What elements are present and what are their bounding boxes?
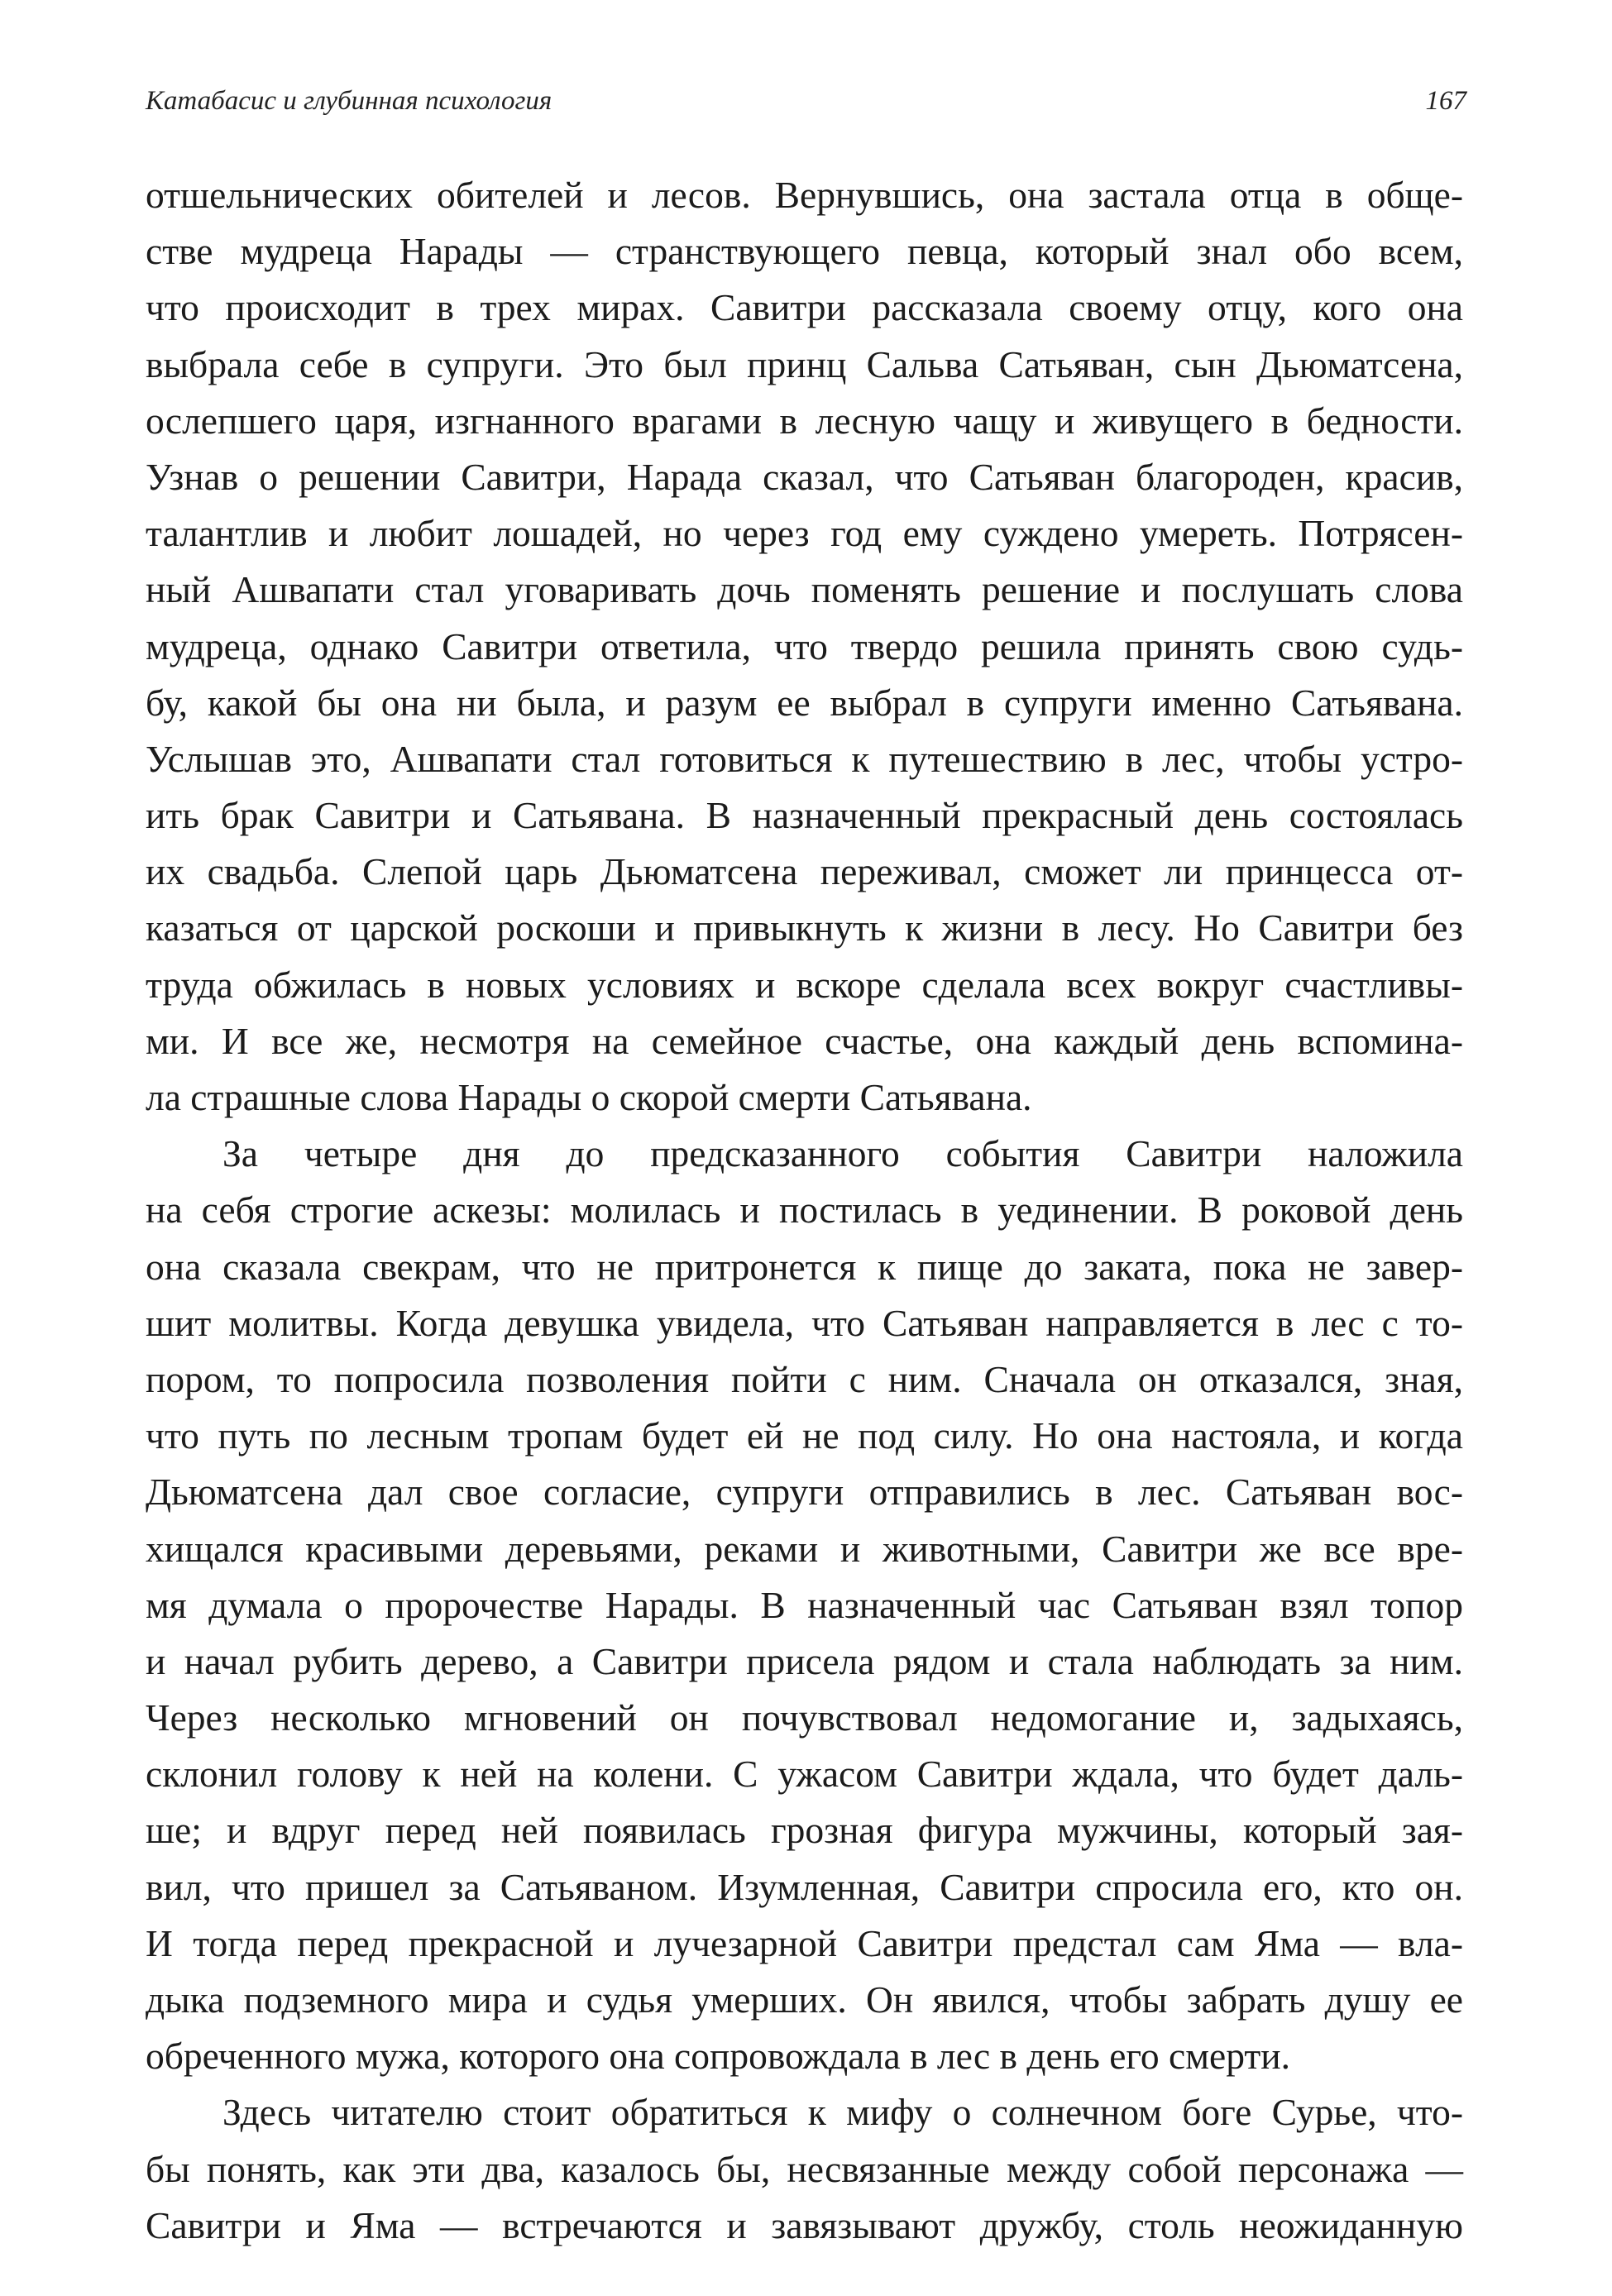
text-line: ше; и вдруг перед ней появилась грозная фигура мужчины, который зая- xyxy=(146,1809,1463,1852)
text-line: мя думала о пророчестве Нарады. В назначенный час Сатьяван взял топор xyxy=(146,1583,1463,1626)
paragraph xyxy=(146,2084,1463,2254)
page-number: 167 xyxy=(1425,86,1466,116)
text-line: Савитри и Яма — встречаются и завязывают дружбу, столь неожиданную xyxy=(146,2203,1463,2246)
text-line: Через несколько мгновений он почувствовал недомогание и, задыхаясь, xyxy=(146,1696,1463,1739)
text-line: она сказала свекрам, что не притронется к пище до заката, пока не завер- xyxy=(146,1245,1463,1288)
text-line: отшельнических обителей и лесов. Вернувшись, она застала отца в обще- xyxy=(146,174,1463,216)
text-line: талантлив и любит лошадей, но через год ему суждено умереть. Потрясен- xyxy=(146,512,1463,555)
text-line: Здесь читателю стоит обратиться к мифу о солнечном боге Сурье, что- xyxy=(222,2091,1463,2134)
text-line: вил, что пришел за Сатьяваном. Изумленная, Савитри спросила его, кто он. xyxy=(146,1865,1463,1908)
running-head xyxy=(146,86,1466,136)
text-line: И тогда перед прекрасной и лучезарной Савитри предстал сам Яма — вла- xyxy=(146,1921,1463,1964)
text-line: ла страшные слова Нарады о скорой смерти Сатьявана. xyxy=(146,1076,1032,1118)
text-line: что путь по лесным тропам будет ей не под силу. Но она настояла, и когда xyxy=(146,1414,1463,1457)
text-line: ить брак Савитри и Сатьявана. В назначенный прекрасный день состоялась xyxy=(146,794,1463,837)
text-line: склонил голову к ней на колени. С ужасом Савитри ждала, что будет даль- xyxy=(146,1753,1463,1796)
paragraph xyxy=(146,1126,1463,2084)
text-line: шит молитвы. Когда девушка увидела, что Сатьяван направляется в лес с то- xyxy=(146,1301,1463,1344)
text-line: За четыре дня до предсказанного события Савитри наложила xyxy=(222,1132,1463,1175)
text-line: труда обжилась в новых условиях и вскоре сделала всех вокруг счастливы- xyxy=(146,963,1463,1006)
text-line: ослепшего царя, изгнанного врагами в лесную чащу и живущего в бедности. xyxy=(146,399,1463,442)
body-text xyxy=(146,167,1463,2254)
text-line: и начал рубить дерево, а Савитри присела рядом и стала наблюдать за ним. xyxy=(146,1639,1463,1682)
running-title: Катабасис и глубинная психология xyxy=(146,86,552,116)
text-line: обреченного мужа, которого она сопровождала в лес в день его смерти. xyxy=(146,2035,1290,2078)
text-line: на себя строгие аскезы: молилась и постилась в уединении. В роковой день xyxy=(146,1189,1463,1232)
text-line: хищался красивыми деревьями, реками и животными, Савитри же все вре- xyxy=(146,1527,1463,1570)
text-line: их свадьба. Слепой царь Дьюматсена переживал, сможет ли принцесса от- xyxy=(146,850,1463,893)
text-line: бу, какой бы она ни была, и разум ее выбрал в супруги именно Сатьявана. xyxy=(146,681,1463,724)
paragraph xyxy=(146,167,1463,1126)
text-line: Узнав о решении Савитри, Нарада сказал, что Сатьяван благороден, красив, xyxy=(146,455,1463,498)
text-line: стве мудреца Нарады — странствующего певца, который знал обо всем, xyxy=(146,230,1463,273)
text-line: что происходит в трех мирах. Савитри рассказала своему отцу, кого она xyxy=(146,286,1463,329)
text-line: выбрала себе в супруги. Это был принц Сальва Сатьяван, сын Дьюматсена, xyxy=(146,342,1463,385)
text-line: казаться от царской роскоши и привыкнуть к жизни в лесу. Но Савитри без xyxy=(146,906,1463,949)
text-line: дыка подземного мира и судья умерших. Он явился, чтобы забрать душу ее xyxy=(146,1978,1463,2021)
text-line: Услышав это, Ашвапати стал готовиться к путешествию в лес, чтобы устро- xyxy=(146,737,1463,780)
text-line: ми. И все же, несмотря на семейное счастье, она каждый день вспомина- xyxy=(146,1019,1463,1062)
text-line: ный Ашвапати стал уговаривать дочь поменять решение и послушать слова xyxy=(146,568,1463,611)
text-line: бы понять, как эти два, казалось бы, несвязанные между собой персонажа — xyxy=(146,2147,1463,2190)
text-line: пором, то попросила позволения пойти с ним. Сначала он отказался, зная, xyxy=(146,1357,1463,1400)
text-line: мудреца, однако Савитри ответила, что твердо решила принять свою судь- xyxy=(146,624,1463,667)
text-line: Дьюматсена дал свое согласие, супруги отправились в лес. Сатьяван вос- xyxy=(146,1471,1463,1514)
